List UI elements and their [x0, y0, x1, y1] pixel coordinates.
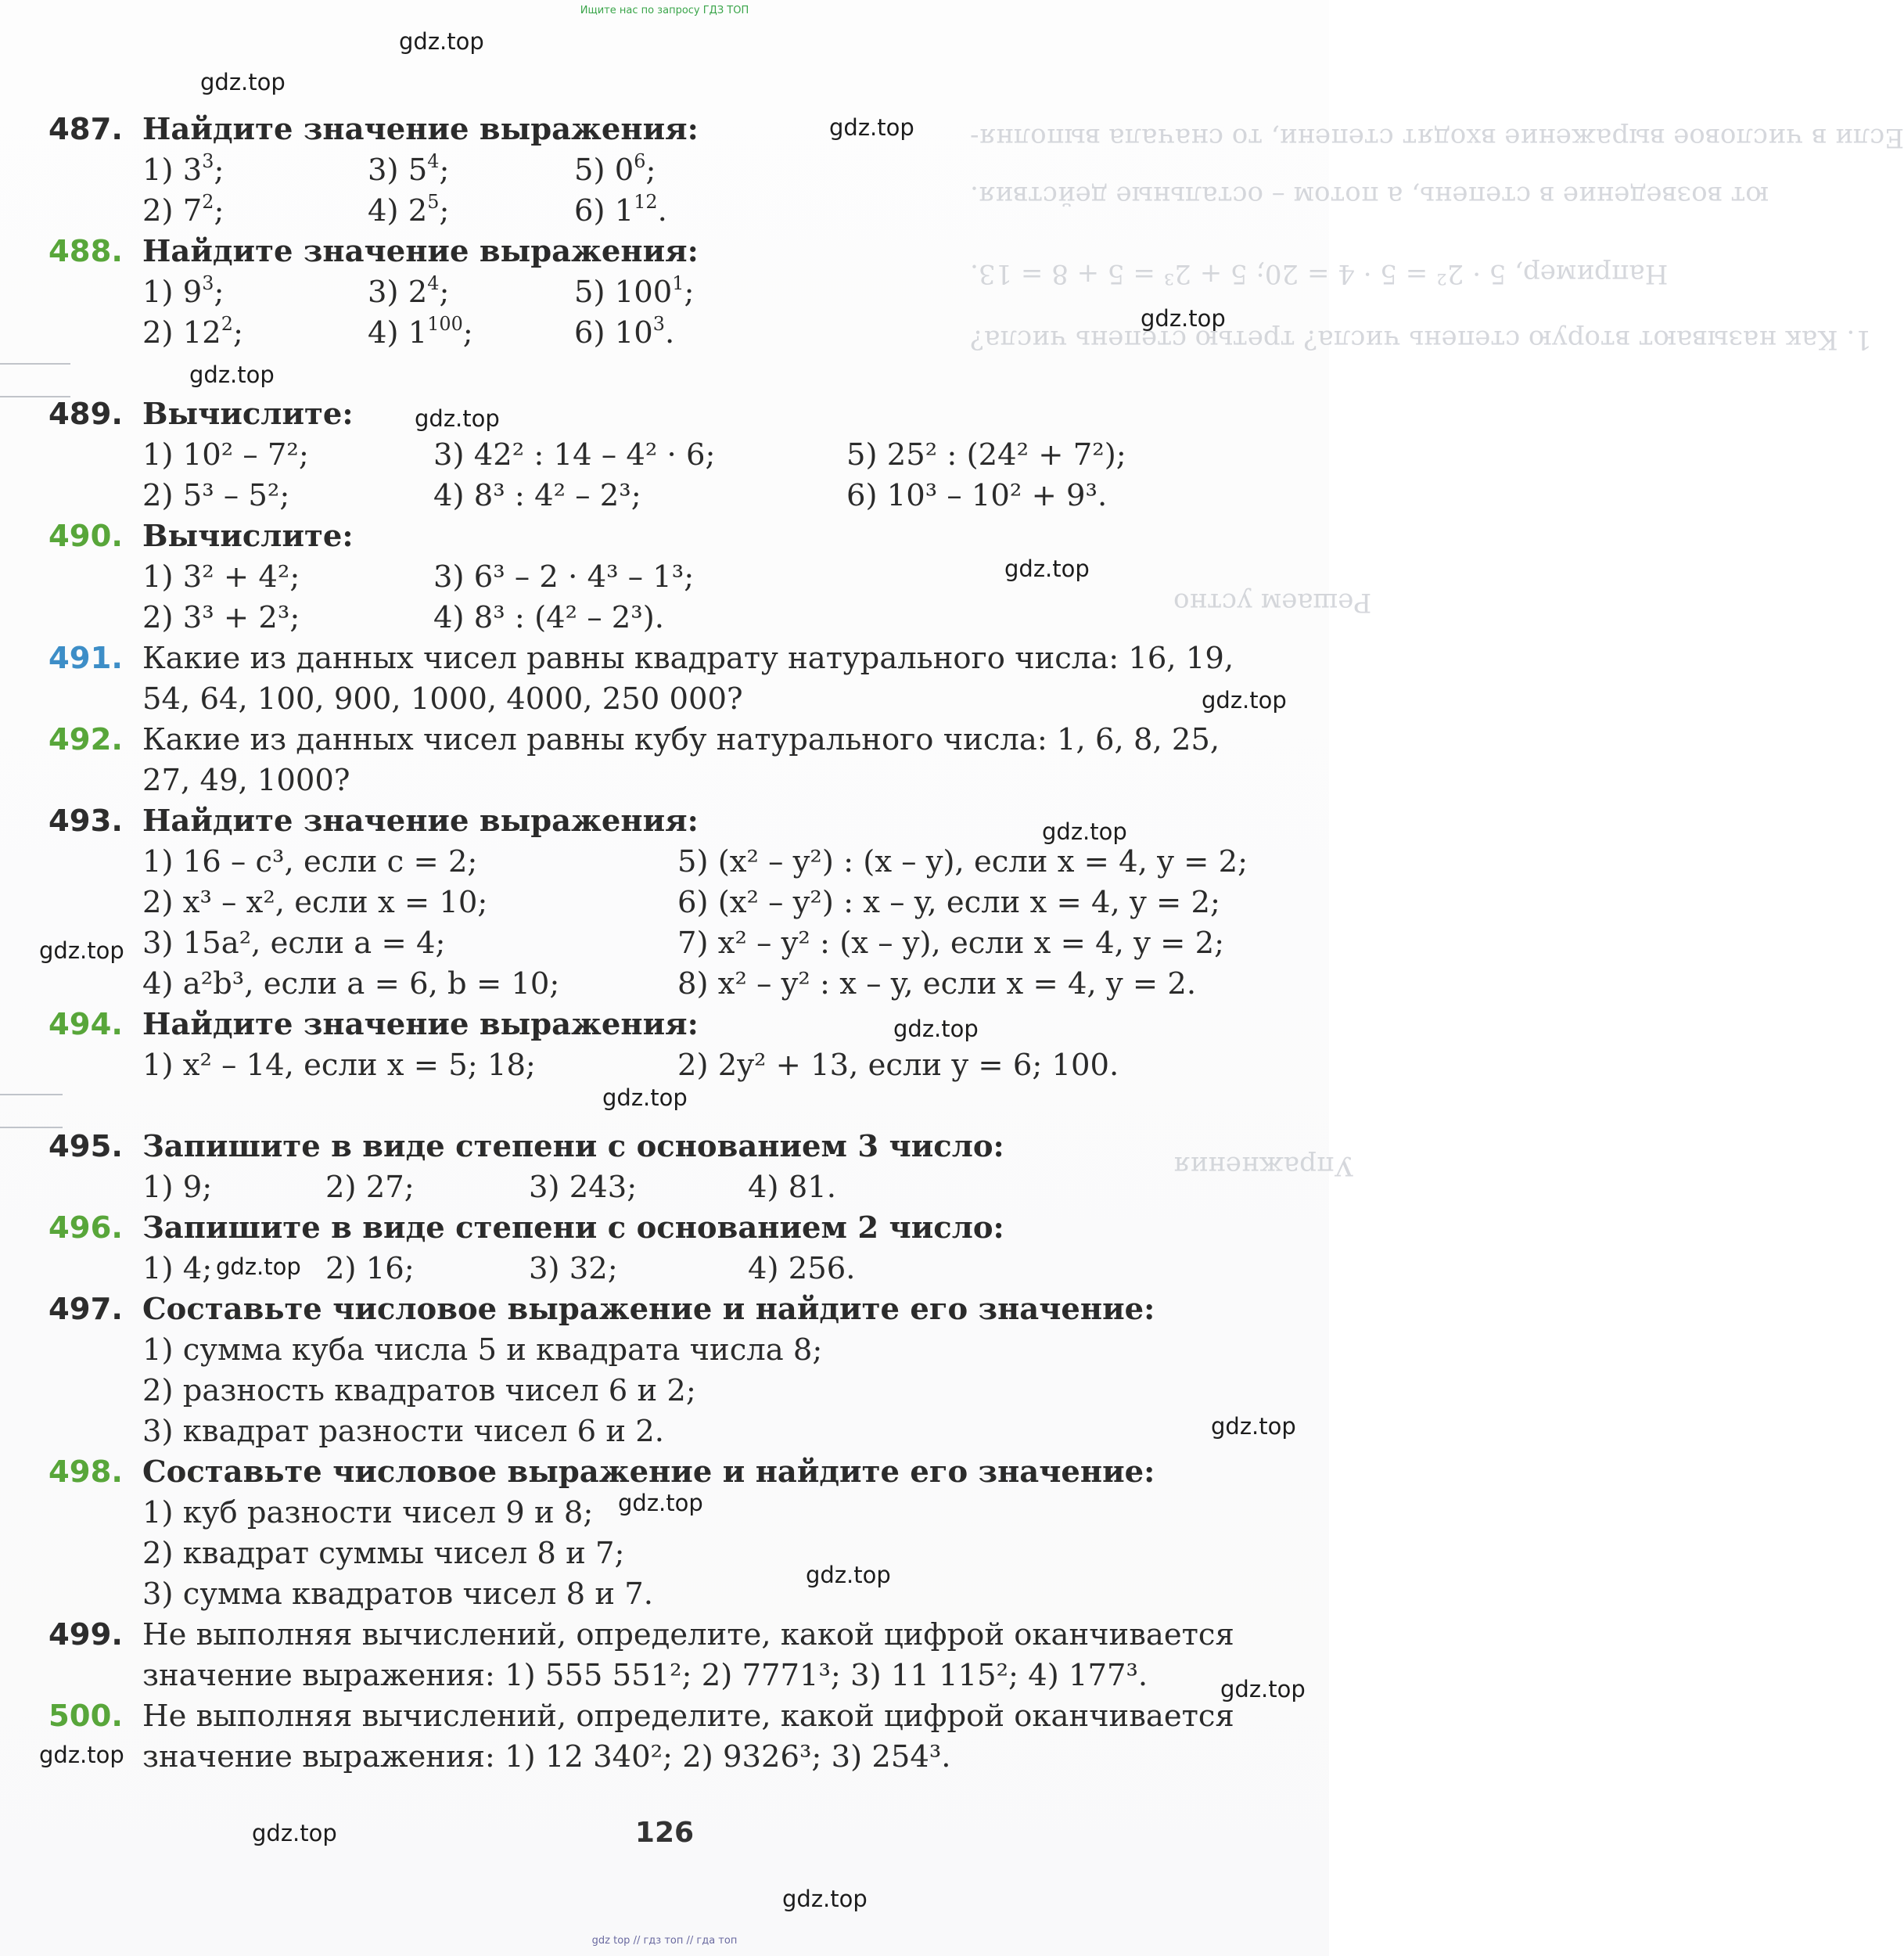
problem-489-title [48, 394, 354, 435]
problem-title: Найдите значение выражения: [142, 804, 699, 839]
problem-489-row2 [48, 476, 1300, 516]
item: 4) $2^5$; [368, 190, 450, 228]
watermark: gdz.top [1211, 1413, 1296, 1440]
item: 2) 27; [325, 1170, 415, 1205]
item: 2) 16; [325, 1251, 415, 1286]
item: 3) 42² : 14 – 4² · 6; [433, 437, 716, 473]
item: 4) $1^{100}$; [368, 312, 473, 351]
item: 6) $1^{12}$. [574, 190, 667, 228]
watermark: gdz.top [1141, 305, 1226, 332]
watermark: gdz.top [399, 28, 484, 55]
watermark: gdz.top [216, 1253, 301, 1280]
item: 1) $9^3$; [142, 271, 225, 310]
problem-title: Найдите значение выражения: [142, 112, 699, 147]
item: 5) $0^6$; [574, 149, 656, 188]
item: 4) 256. [748, 1251, 856, 1286]
item: 3) 15a², если a = 4; [142, 926, 446, 961]
item: 6) $10^3$. [574, 312, 675, 351]
problem-493-title [48, 801, 699, 842]
item: 8) x² – y² : x – y, если x = 4, y = 2. [677, 966, 1197, 1001]
problem-number: 487. [48, 112, 123, 147]
problem-490-row2 [48, 598, 1300, 638]
problem-number: 493. [48, 804, 123, 839]
problem-495-title [48, 1127, 1004, 1167]
item: 5) (x² – y²) : (x – y), если x = 4, y = 2; [677, 844, 1248, 879]
item: 1) 10² – 7²; [142, 437, 309, 473]
watermark: gdz.top [1220, 1676, 1306, 1703]
problem-title: Запишите в виде степени с основанием 2 число: [142, 1210, 1004, 1246]
problem-title: Запишите в виде степени с основанием 3 число: [142, 1129, 1004, 1164]
problem-491-cont: 54, 64, 100, 900, 1000, 4000, 250 000? [142, 681, 743, 717]
watermark: gdz.top [39, 937, 124, 964]
page-number: 126 [634, 1817, 695, 1849]
watermark: gdz.top [1004, 556, 1090, 582]
item: 1) 3² + 4²; [142, 559, 300, 595]
problem-number: 496. [48, 1210, 123, 1246]
problem-number: 494. [48, 1007, 123, 1042]
problem-500-cont: значение выражения: 1) 12 340²; 2) 9326³; 3) 254³. [142, 1739, 951, 1774]
problem-title: Найдите значение выражения: [142, 234, 699, 269]
item: 2) $12^2$; [142, 312, 243, 351]
watermark: gdz.top [200, 69, 286, 95]
problem-497-item3: 3) квадрат разности чисел 6 и 2. [142, 1414, 665, 1449]
problem-489-row1 [48, 435, 1300, 476]
problem-490-title [48, 516, 354, 557]
problem-491 [48, 638, 1234, 679]
item: 4) a²b³, если a = 6, b = 10; [142, 966, 560, 1001]
problem-number: 491. [48, 641, 123, 676]
item: 3) 6³ – 2 · 4³ – 1³; [433, 559, 695, 595]
problem-number: 497. [48, 1292, 123, 1327]
watermark: gdz.top [618, 1490, 703, 1516]
problem-number: 490. [48, 519, 123, 554]
problem-493-row3 [48, 923, 1300, 964]
problem-487-row2 [48, 191, 1300, 232]
problem-number: 498. [48, 1454, 123, 1490]
item: 4) 8³ : (4² – 2³). [433, 600, 664, 635]
problem-498-item3: 3) сумма квадратов чисел 8 и 7. [142, 1577, 653, 1612]
problem-number: 492. [48, 722, 123, 757]
item: 5) $100^1$; [574, 271, 695, 310]
watermark: gdz.top [782, 1886, 868, 1912]
watermark: gdz.top [415, 405, 500, 432]
item: 2) 2y² + 13, если y = 6; 100. [677, 1048, 1119, 1083]
watermark: gdz.top [189, 361, 275, 388]
section-marker [0, 1094, 63, 1128]
problem-493-row1 [48, 842, 1300, 883]
problem-488-row2 [48, 313, 1300, 354]
item: 1) 4; [142, 1251, 213, 1286]
ghost-text: Если в числовое выражение входят степени, то сначала выполня- [970, 122, 1904, 153]
problem-title: Составьте числовое выражение и найдите его значение: [142, 1454, 1155, 1490]
watermark: gdz.top [893, 1016, 979, 1042]
problem-title: Составьте числовое выражение и найдите его значение: [142, 1292, 1155, 1327]
watermark: gdz.top [829, 114, 914, 141]
problem-title: Вычислите: [142, 397, 354, 432]
problem-text: Не выполняя вычислений, определите, какой цифрой оканчивается [142, 1617, 1234, 1652]
ghost-text: 1. Как называют вторую степень числа? третью степень числа? [970, 324, 1872, 355]
problem-title: Вычислите: [142, 519, 354, 554]
problem-number: 489. [48, 397, 123, 432]
section-marker [0, 363, 70, 397]
watermark: gdz.top [806, 1562, 891, 1588]
problem-title: Найдите значение выражения: [142, 1007, 699, 1042]
watermark: gdz.top [1202, 687, 1287, 714]
problem-493-row2 [48, 883, 1300, 923]
problem-499-cont: значение выражения: 1) 555 551²; 2) 7771³; 3) 11 115²; 4) 177³. [142, 1658, 1148, 1693]
item: 3) $5^4$; [368, 149, 450, 188]
problem-497-item2: 2) разность квадратов чисел 6 и 2; [142, 1373, 696, 1408]
bottom-note: gdz top // гдз топ // гда топ [591, 1935, 738, 1947]
item: 3) 243; [529, 1170, 638, 1205]
item: 2) 3³ + 2³; [142, 600, 300, 635]
top-note: Ищите нас по запросу ГДЗ ТОП [580, 5, 749, 16]
problem-487-title [48, 110, 699, 150]
problem-494-row1 [48, 1045, 1300, 1086]
problem-492-cont: 27, 49, 1000? [142, 763, 350, 798]
ghost-text: Решаем устно [1173, 587, 1372, 618]
item: 1) $3^3$; [142, 149, 225, 188]
item: 5) 25² : (24² + 7²); [846, 437, 1126, 473]
problem-text: Какие из данных чисел равны кубу натурального числа: 1, 6, 8, 25, [142, 722, 1220, 757]
problem-number: 488. [48, 234, 123, 269]
problem-492 [48, 720, 1220, 760]
problem-number: 500. [48, 1699, 123, 1734]
problem-497-item1: 1) сумма куба числа 5 и квадрата числа 8; [142, 1332, 823, 1368]
problem-499 [48, 1615, 1234, 1656]
problem-498-item2: 2) квадрат суммы чисел 8 и 7; [142, 1536, 625, 1571]
problem-487-row1 [48, 150, 1300, 191]
problem-494-title [48, 1005, 699, 1045]
item: 6) (x² – y²) : x – y, если x = 4, y = 2; [677, 885, 1220, 920]
problem-text: Не выполняя вычислений, определите, какой цифрой оканчивается [142, 1699, 1234, 1734]
item: 2) $7^2$; [142, 190, 225, 228]
item: 6) 10³ – 10² + 9³. [846, 478, 1108, 513]
item: 1) x² – 14, если x = 5; 18; [142, 1048, 536, 1083]
item: 4) 8³ : 4² – 2³; [433, 478, 641, 513]
item: 2) x³ – x², если x = 10; [142, 885, 488, 920]
watermark: gdz.top [39, 1742, 124, 1768]
problem-497-title [48, 1289, 1155, 1330]
item: 3) 32; [529, 1251, 618, 1286]
problem-495-row1 [48, 1167, 1300, 1208]
problem-488-title [48, 232, 699, 272]
problem-text: Какие из данных чисел равны квадрату натурального числа: 16, 19, [142, 641, 1234, 676]
item: 1) 16 – c³, если c = 2; [142, 844, 478, 879]
problem-number: 499. [48, 1617, 123, 1652]
ghost-text: Упражнения [1173, 1150, 1354, 1181]
item: 1) 9; [142, 1170, 213, 1205]
problem-488-row1 [48, 272, 1300, 313]
ghost-text: Например, 5 · 2² = 5 · 4 = 20; 5 + 2³ = 5 + 8 = 13. [970, 258, 1669, 289]
watermark: gdz.top [602, 1084, 688, 1111]
item: 2) 5³ – 5²; [142, 478, 290, 513]
problem-500 [48, 1696, 1234, 1737]
item: 7) x² – y² : (x – y), если x = 4, y = 2; [677, 926, 1225, 961]
watermark: gdz.top [252, 1820, 337, 1846]
problem-number: 495. [48, 1129, 123, 1164]
problem-498-item1: 1) куб разности чисел 9 и 8; [142, 1495, 594, 1530]
item: 4) 81. [748, 1170, 836, 1205]
ghost-text: ют возведение в степень, а потом – остальные действия. [970, 180, 1769, 211]
problem-496-title [48, 1208, 1004, 1249]
problem-498-title [48, 1452, 1155, 1493]
watermark: gdz.top [1042, 818, 1127, 845]
item: 3) $2^4$; [368, 271, 450, 310]
problem-493-row4 [48, 964, 1300, 1005]
problem-490-row1 [48, 557, 1300, 598]
